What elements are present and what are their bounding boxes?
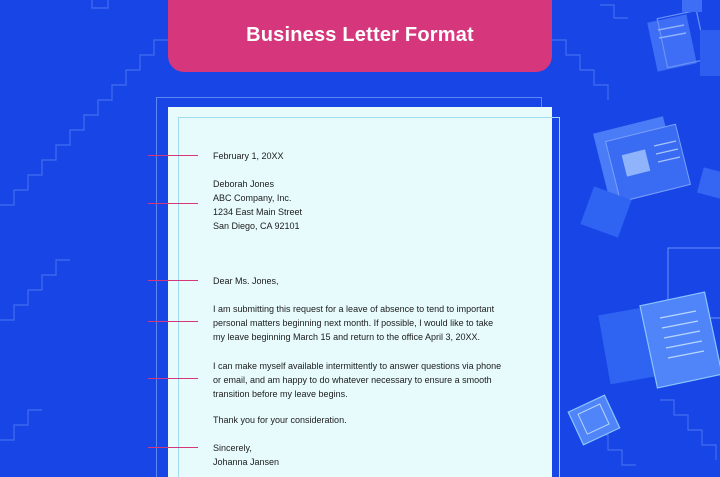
opening-line: personal matters beginning next month. If possible, I would like to take [213,318,494,328]
opening-line: I am submitting this request for a leave of absence to tend to important [213,304,495,314]
recipient-street: 1234 East Main Street [213,207,303,217]
document-icon [598,248,720,388]
newspaper-icon [580,116,720,237]
small-square-icon [568,395,619,445]
recipient-city: San Diego, CA 92101 [213,221,300,231]
recipient-company: ABC Company, Inc. [213,193,292,203]
letter-opening-paragraph [213,302,494,344]
connector-name-address [148,203,198,204]
letter-address-block [213,177,302,233]
title-banner [168,0,552,72]
paper-stack-icon [647,0,720,76]
closing-line: transition before my leave begins. [213,389,348,399]
letter-thanks: Thank you for your consideration. [213,415,347,425]
connector-complimentary [148,447,198,448]
connector-opening [148,321,198,322]
connector-greeting [148,280,198,281]
signature-name: Johanna Jansen [213,457,280,467]
letter-signature-block [213,441,279,469]
closing-line: I can make myself available intermittently to answer questions via phone [213,361,502,371]
complimentary-close: Sincerely, [213,443,252,453]
letter-date: February 1, 20XX [213,151,284,161]
closing-line: or email, and am happy to do whatever necessary to ensure a smooth [213,375,492,385]
page-title: Business Letter Format [246,23,474,46]
letter-closing-paragraph [213,359,501,401]
opening-line: my leave beginning March 15 and return to the office April 3, 20XX. [213,332,480,342]
connector-date [148,155,198,156]
recipient-name: Deborah Jones [213,179,275,189]
letter-greeting: Dear Ms. Jones, [213,276,279,286]
connector-closing [148,378,198,379]
